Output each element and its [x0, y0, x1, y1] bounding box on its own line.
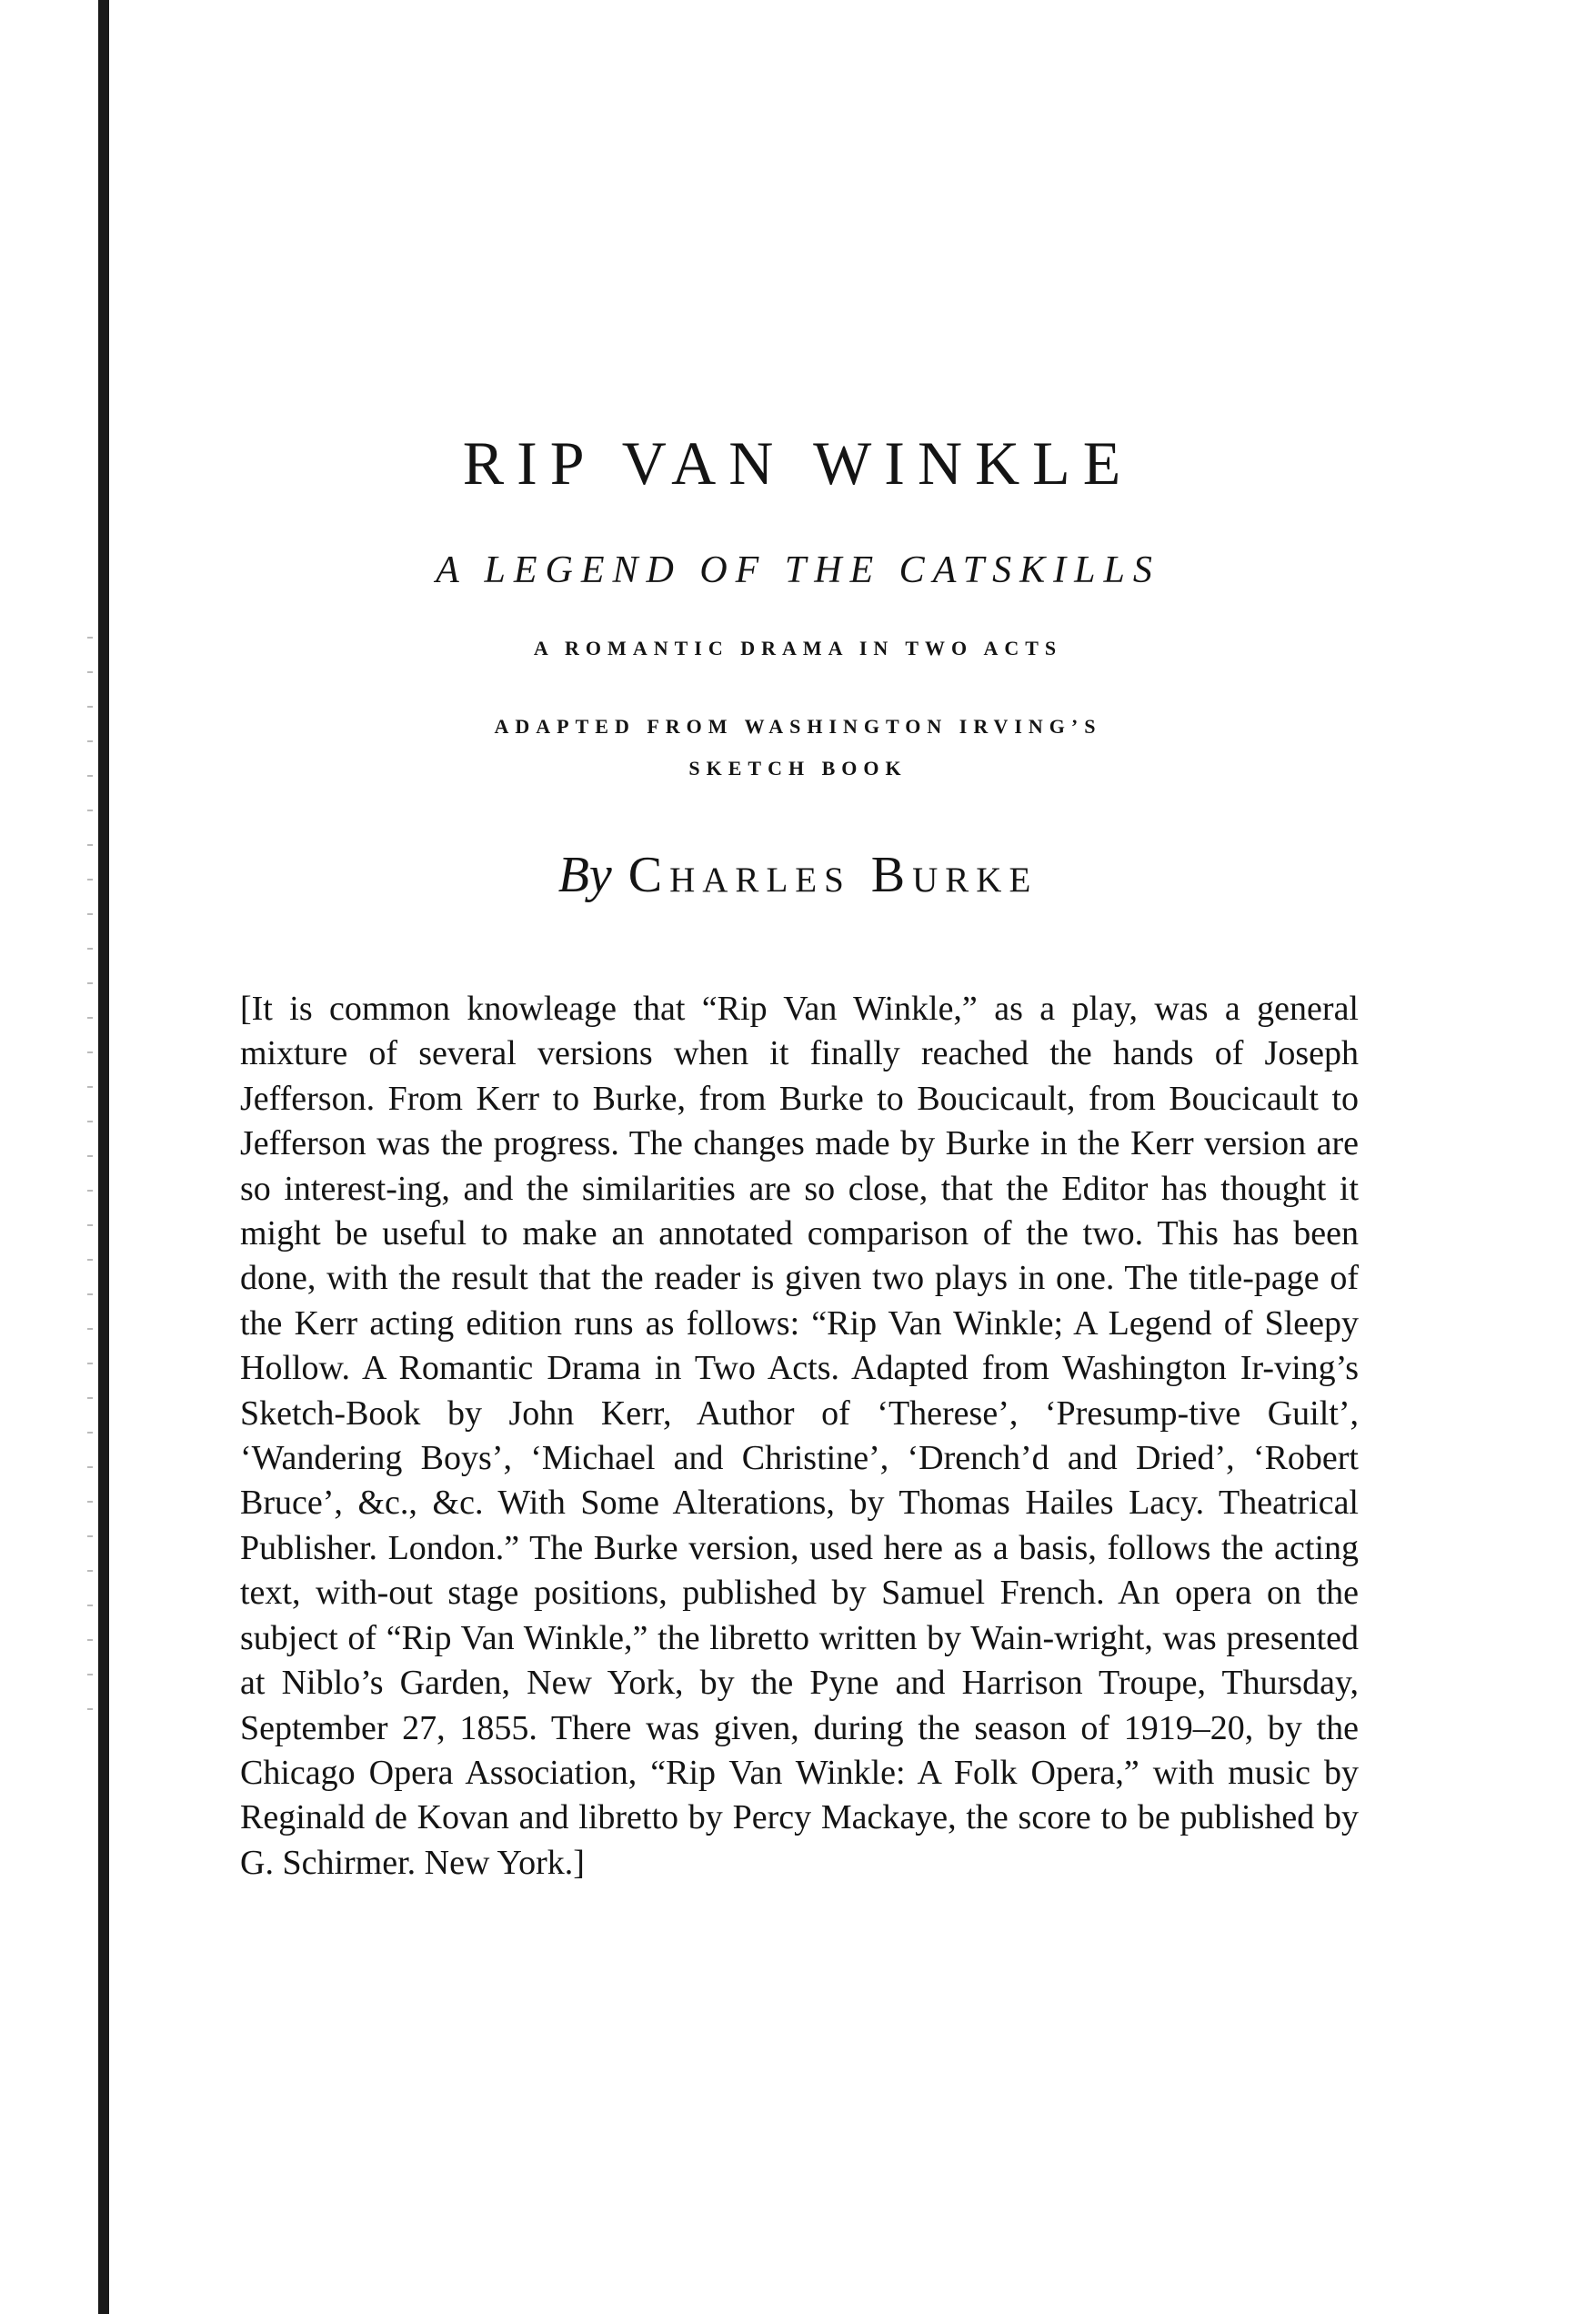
author-name: Charles Burke [627, 847, 1039, 903]
editorial-note: [It is common knowleage that “Rip Van Winkle,” as a play, was a general mixture of several versions when it finally reached the hands of Joseph Jefferson. From Kerr to Burke, from Burke to Boucicault, from Boucicault to Jefferson was the progress. The changes made by Burke in the Kerr version are so interest-ing, and the similarities are so close, that the Editor has thought it might be useful to make an annotated comparison of the two. This has been done, with the result that the reader is given two plays in one. The title-page of the Kerr acting edition runs as follows: “Rip Van Winkle; A Legend of Sleepy Hollow. A Romantic Drama in Two Acts. Adapted from Washington Ir-ving’s Sketch-Book by John Kerr, Author of ‘Therese’, ‘Presump-tive Guilt’, ‘Wandering Boys’, ‘Michael and Christine’, ‘Drench’d and Dried’, ‘Robert Bruce’, &c., &c. With Some Alterations, by Thomas Hailes Lacy. Theatrical Publisher. London.” The Burke version, used here as a basis, follows the acting text, with-out stage positions, published by Samuel French. An opera on the subject of “Rip Van Winkle,” the libretto written by Wain-wright, was presented at Niblo’s Garden, New York, by the Pyne and Harrison Troupe, Thursday, September 27, 1855. There was given, during the season of 1919–20, by the Chicago Opera Association, “Rip Van Winkle: A Folk Opera,” with music by Reginald de Kovan and libretto by Percy Mackaye, the score to be published by G. Schirmer. New York.] [240, 990, 1359, 1882]
page-edge-rule [98, 0, 109, 2314]
byline [0, 846, 1596, 904]
drama-description: A ROMANTIC DRAMA IN TWO ACTS [533, 637, 1063, 659]
adaptation-line-1: ADAPTED FROM WASHINGTON IRVING’S [494, 715, 1102, 738]
adaptation-line-2: SKETCH BOOK [688, 757, 908, 780]
page-title: RIP VAN WINKLE [462, 428, 1134, 498]
page-edge-specks [87, 637, 93, 1728]
page-subtitle: A LEGEND OF THE CATSKILLS [436, 549, 1160, 591]
byline-prefix: By [557, 847, 612, 903]
